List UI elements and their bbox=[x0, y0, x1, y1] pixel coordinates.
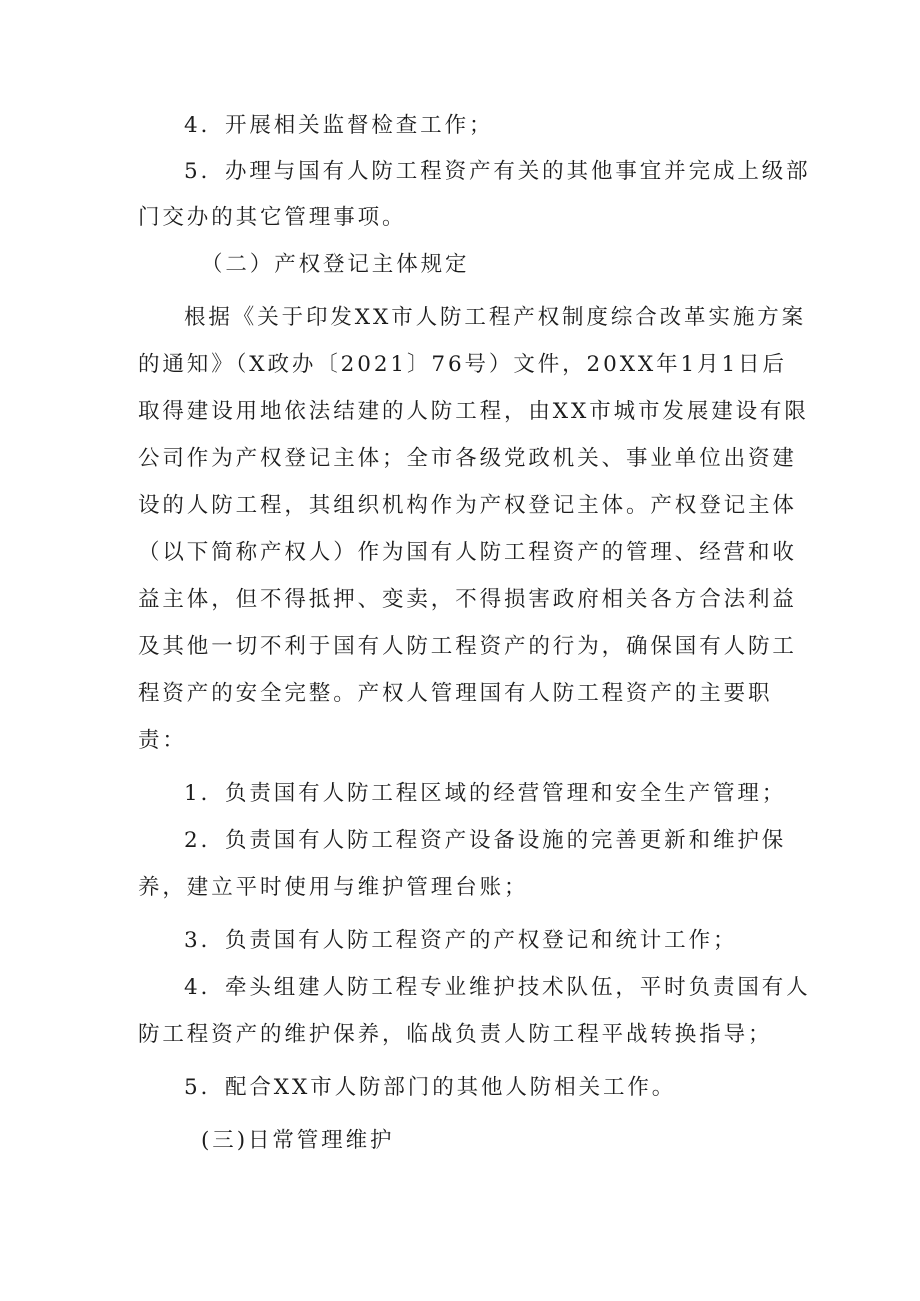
list-item-4-maintenance-team: 4．牵头组建人防工程专业维护技术队伍，平时负责国有人 bbox=[184, 975, 811, 1000]
list-item-4-supervision: 4．开展相关监督检查工作； bbox=[184, 113, 494, 138]
list-item-5-continuation: 门交办的其它管理事项。 bbox=[138, 205, 407, 230]
section-heading-3: (三)日常管理维护 bbox=[201, 1128, 395, 1153]
list-item-2-continuation: 养，建立平时使用与维护管理台账； bbox=[138, 875, 529, 900]
list-item-5-other-matters: 5．办理与国有人防工程资产有关的其他事宜并完成上级部 bbox=[184, 159, 811, 184]
paragraph-line: 根据《关于印发XX市人防工程产权制度综合改革实施方案 bbox=[184, 305, 807, 330]
paragraph-line: 责： bbox=[138, 728, 187, 753]
paragraph-line: 益主体，但不得抵押、变卖，不得损害政府相关各方合法利益 bbox=[138, 587, 797, 612]
list-item-2-equipment: 2．负责国有人防工程资产设备设施的完善更新和维护保 bbox=[184, 828, 787, 853]
section-heading-2: （二）产权登记主体规定 bbox=[201, 252, 470, 277]
paragraph-line: 的通知》（X政办〔2021〕76号）文件，20XX年1月1日后 bbox=[138, 352, 787, 377]
paragraph-line: 程资产的安全完整。产权人管理国有人防工程资产的主要职 bbox=[138, 681, 773, 706]
paragraph-line: 及其他一切不利于国有人防工程资产的行为，确保国有人防工 bbox=[138, 634, 797, 659]
paragraph-line: 取得建设用地依法结建的人防工程，由XX市城市发展建设有限 bbox=[138, 399, 809, 424]
paragraph-line: 公司作为产权登记主体；全市各级党政机关、事业单位出资建 bbox=[138, 446, 797, 471]
list-item-4-continuation: 防工程资产的维护保养，临战负责人防工程平战转换指导； bbox=[138, 1022, 773, 1047]
list-item-5-cooperation: 5．配合XX市人防部门的其他人防相关工作。 bbox=[184, 1075, 677, 1100]
list-item-3-registration: 3．负责国有人防工程资产的产权登记和统计工作； bbox=[184, 928, 738, 953]
list-item-1-operation: 1．负责国有人防工程区域的经营管理和安全生产管理； bbox=[184, 781, 787, 806]
paragraph-line: （以下简称产权人）作为国有人防工程资产的管理、经营和收 bbox=[138, 540, 797, 565]
paragraph-line: 设的人防工程，其组织机构作为产权登记主体。产权登记主体 bbox=[138, 493, 797, 518]
